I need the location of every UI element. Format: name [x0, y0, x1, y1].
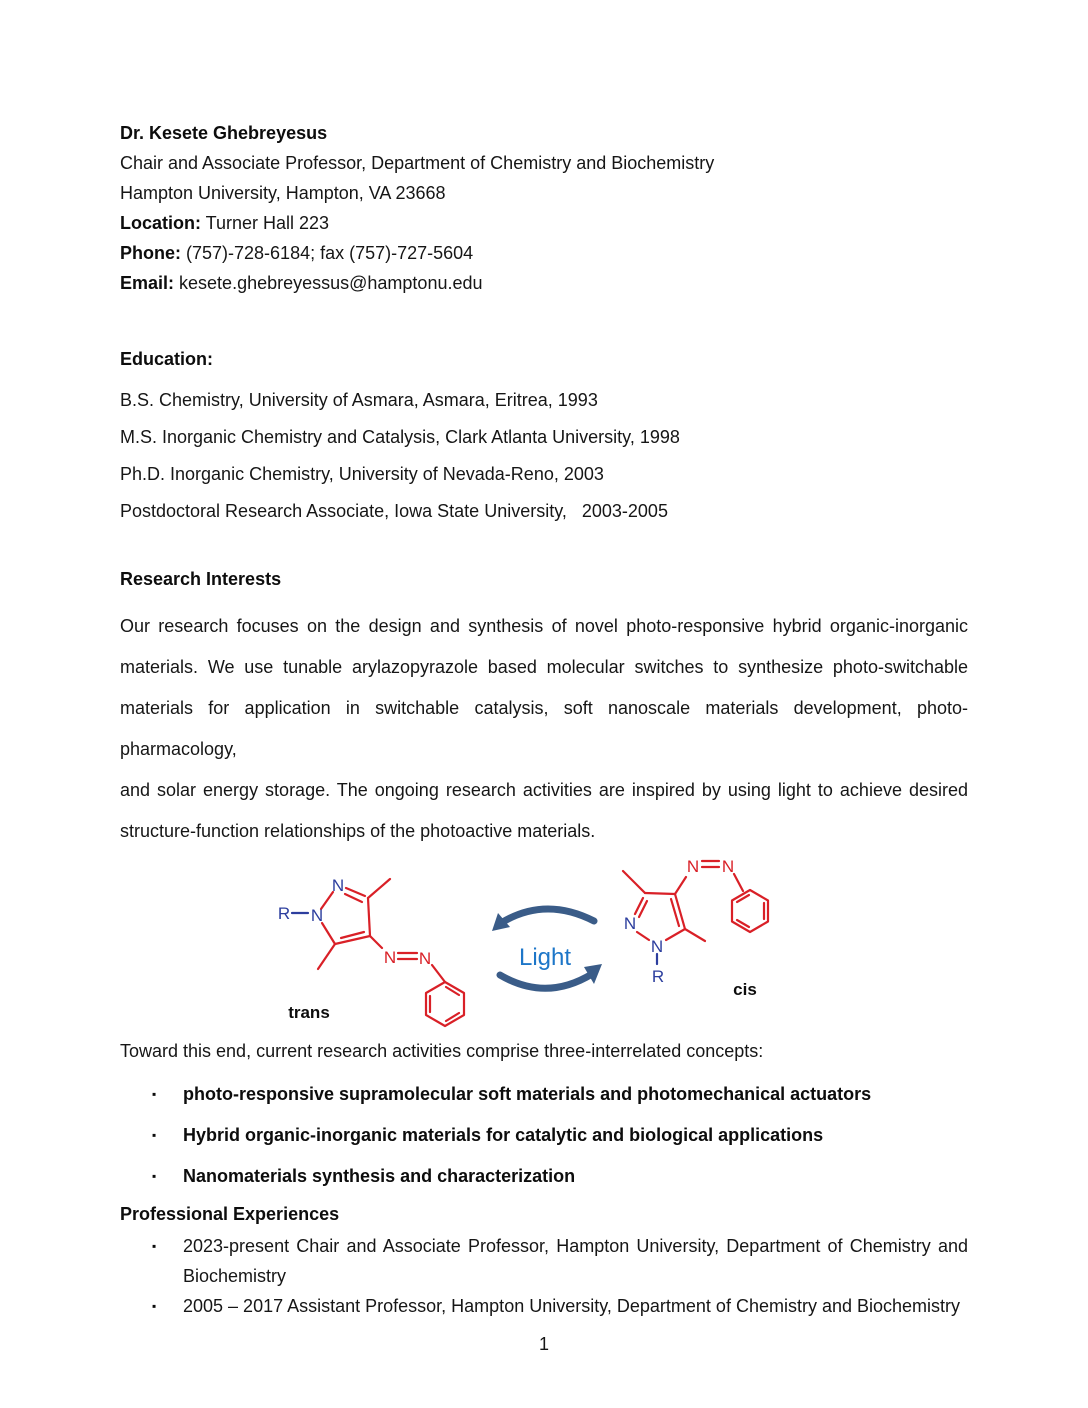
light-cycle-arrows — [488, 895, 608, 1007]
azo-nitrogen-label: N — [721, 857, 735, 876]
experience-list — [120, 1231, 968, 1321]
paragraph-line: materials for application in switchable catalysis, soft nanoscale materials development, photo-pharmacology, — [120, 698, 968, 759]
education-list — [120, 382, 968, 530]
education-item: B.S. Chemistry, University of Asmara, Asmara, Eritrea, 1993 — [120, 390, 598, 410]
experience-heading: Professional Experiences — [120, 1204, 340, 1224]
nitrogen-atom-label: N — [650, 937, 664, 956]
paragraph-line: and solar energy storage. The ongoing research activities are inspired by using light to achieve desired — [120, 780, 968, 800]
education-heading: Education: — [120, 349, 213, 369]
azo-nitrogen-label: N — [383, 948, 397, 967]
concept-item — [120, 1115, 968, 1156]
nitrogen-atom-label: N — [623, 914, 637, 933]
experience-item — [120, 1291, 968, 1321]
photoswitch-figure — [120, 853, 968, 1036]
azo-nitrogen-label: N — [686, 857, 700, 876]
education-item: Ph.D. Inorganic Chemistry, University of Nevada-Reno, 2003 — [120, 464, 604, 484]
bullet-icon: ▪ — [152, 1128, 157, 1142]
bullet-icon: ▪ — [152, 1299, 157, 1313]
light-label: Light — [518, 944, 572, 971]
contact-block — [120, 118, 968, 298]
email-value: kesete.ghebreyessus@hamptonu.edu — [174, 273, 483, 293]
bullet-icon: ▪ — [152, 1239, 157, 1253]
experience-item — [120, 1231, 968, 1291]
education-item: Postdoctoral Research Associate, Iowa State University, 2003-2005 — [120, 501, 668, 521]
person-address: Hampton University, Hampton, VA 23668 — [120, 183, 446, 203]
page-number: 1 — [538, 1334, 549, 1354]
concept-text: photo-responsive supramolecular soft materials and photomechanical actuators — [183, 1084, 872, 1104]
concept-item — [120, 1156, 968, 1197]
research-paragraph — [120, 606, 968, 852]
phone-line — [120, 238, 968, 268]
phone-label: Phone: — [120, 243, 181, 263]
trans-label: trans — [288, 1003, 330, 1022]
phone-value: (757)-728-6184; fax (757)-727-5604 — [181, 243, 474, 263]
research-interests-heading: Research Interests — [120, 569, 282, 589]
location-label: Location: — [120, 213, 201, 233]
concepts-list — [120, 1074, 968, 1197]
bullet-icon: ▪ — [152, 1087, 157, 1101]
person-title: Chair and Associate Professor, Department of Chemistry and Biochemistry — [120, 153, 715, 173]
nitrogen-atom-label: N — [310, 906, 324, 925]
azo-nitrogen-label: N — [418, 949, 432, 968]
paragraph-line: materials. We use tunable arylazopyrazole based molecular switches to synthesize photo-switchable — [120, 657, 968, 677]
r-group-label: R — [651, 967, 665, 986]
experience-text-line: 2023-present Chair and Associate Professor, Hampton University, Department of Chemistry and — [183, 1236, 968, 1256]
concept-text: Hybrid organic-inorganic materials for catalytic and biological applications — [183, 1125, 824, 1145]
cis-structure-diagram — [613, 853, 803, 1008]
cis-label: cis — [733, 980, 757, 999]
experience-text-line: Biochemistry — [183, 1266, 287, 1286]
location-value: Turner Hall 223 — [201, 213, 330, 233]
paragraph-line: Our research focuses on the design and synthesis of novel photo-responsive hybrid organic-inorganic — [120, 616, 968, 636]
location-line — [120, 208, 968, 238]
education-item: M.S. Inorganic Chemistry and Catalysis, Clark Atlanta University, 1998 — [120, 427, 680, 447]
concept-text: Nanomaterials synthesis and characterization — [183, 1166, 576, 1186]
email-label: Email: — [120, 273, 175, 293]
nitrogen-atom-label: N — [331, 876, 345, 895]
email-line — [120, 268, 968, 298]
concepts-intro: Toward this end, current research activities comprise three-interrelated concepts: — [120, 1041, 764, 1061]
r-group-label: R — [277, 904, 291, 923]
bullet-icon: ▪ — [152, 1169, 157, 1183]
person-name: Dr. Kesete Ghebreyesus — [120, 123, 328, 143]
experience-text-line: 2005 – 2017 Assistant Professor, Hampton University, Department of Chemistry and Biochemistry — [183, 1296, 961, 1316]
paragraph-line: structure-function relationships of the photoactive materials. — [120, 821, 596, 841]
trans-structure-diagram — [265, 871, 485, 1029]
concept-item — [120, 1074, 968, 1115]
